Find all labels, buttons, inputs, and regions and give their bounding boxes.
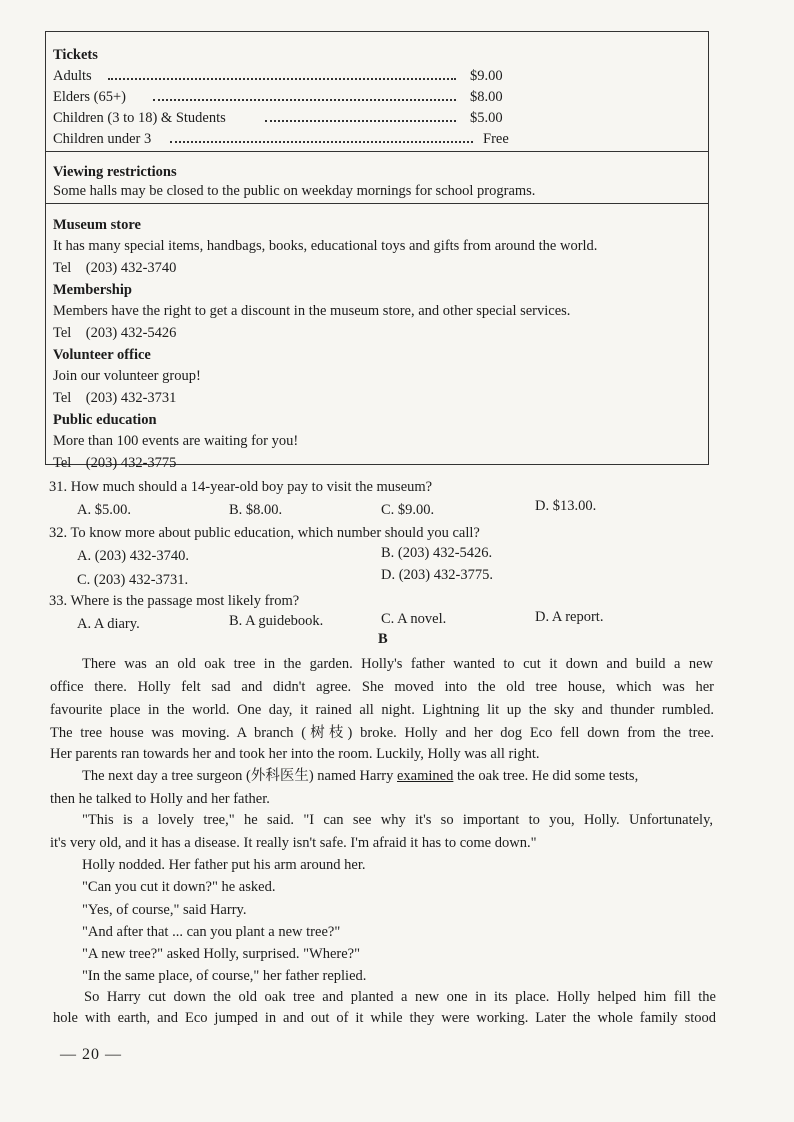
option-b[interactable]: B. $8.00. — [229, 502, 283, 518]
contact-text: Members have the right to get a discount in the museum store, and other special services. — [53, 303, 571, 319]
tickets-heading: Tickets — [53, 47, 98, 63]
contacts-section — [46, 204, 708, 471]
passage-line — [82, 767, 638, 785]
contact-tel: Tel (203) 432-3740 — [53, 260, 177, 276]
ticket-price: $5.00 — [470, 110, 503, 126]
passage-line: So Harry cut down the old oak tree and planted a new one in its place. Holly helped him fill the — [84, 989, 716, 1005]
passage-text: the oak tree. He did some tests, — [453, 768, 639, 784]
contact-text: Join our volunteer group! — [53, 368, 201, 384]
contact-text: It has many special items, handbags, books, educational toys and gifts from around the world. — [53, 238, 598, 254]
contact-heading: Membership — [53, 282, 132, 298]
contact-tel: Tel (203) 432-5426 — [53, 325, 177, 341]
contact-heading: Museum store — [53, 217, 141, 233]
passage-line: The tree house was moving. A branch (树枝) broke. Holly and her dog Eco fell down from the tree. — [50, 725, 714, 741]
ticket-label: Elders (65+) — [53, 89, 127, 105]
viewing-section — [46, 152, 708, 204]
question-31: 31. How much should a 14-year-old boy pay to visit the museum? — [49, 479, 433, 495]
passage-line: favourite place in the world. One day, it rained all night. Lightning lit up the sky and thunder rumbled. — [50, 702, 714, 718]
option-c[interactable]: C. A novel. — [381, 611, 447, 627]
passage-line: Holly nodded. Her father put his arm around her. — [82, 857, 366, 873]
viewing-heading: Viewing restrictions — [53, 164, 177, 180]
dot-leader — [265, 120, 456, 122]
ticket-label: Adults — [53, 68, 92, 84]
dot-leader — [170, 141, 473, 143]
option-b[interactable]: B. (203) 432-5426. — [381, 545, 493, 561]
option-a[interactable]: A. $5.00. — [77, 502, 131, 518]
passage-line: office there. Holly felt sad and didn't agree. She moved into the old tree house, which was her — [50, 679, 714, 695]
question-32: 32. To know more about public education, which number should you call? — [49, 525, 480, 541]
passage-line: "This is a lovely tree," he said. "I can see why it's so important to you, Holly. Unfortunately, — [82, 812, 713, 828]
dot-leader — [153, 99, 456, 101]
page-number: — 20 — — [60, 1046, 122, 1063]
viewing-text: Some halls may be closed to the public on weekday mornings for school programs. — [53, 183, 536, 199]
passage-text: The next day a tree surgeon (外科医生) named Harry — [82, 768, 397, 784]
underlined-word: examined — [397, 768, 454, 784]
option-d[interactable]: D. (203) 432-3775. — [381, 567, 493, 583]
question-33: 33. Where is the passage most likely from? — [49, 593, 300, 609]
option-c[interactable]: C. $9.00. — [381, 502, 435, 518]
contact-heading: Public education — [53, 412, 157, 428]
option-a[interactable]: A. A diary. — [77, 616, 140, 632]
ticket-row-elders — [53, 88, 513, 106]
contact-text: More than 100 events are waiting for you! — [53, 433, 299, 449]
contact-heading: Volunteer office — [53, 347, 151, 363]
ticket-label: Children (3 to 18) & Students — [53, 110, 226, 126]
passage-line: "In the same place, of course," her father replied. — [82, 968, 367, 984]
option-a[interactable]: A. (203) 432-3740. — [77, 548, 189, 564]
option-d[interactable]: D. A report. — [535, 609, 604, 625]
option-c[interactable]: C. (203) 432-3731. — [77, 572, 189, 588]
ticket-label: Children under 3 — [53, 131, 152, 147]
passage-line: "A new tree?" asked Holly, surprised. "Where?" — [82, 946, 360, 962]
option-d[interactable]: D. $13.00. — [535, 498, 597, 514]
ticket-price: $8.00 — [470, 89, 503, 105]
passage-line: "Can you cut it down?" he asked. — [82, 879, 276, 895]
ticket-price: $9.00 — [470, 68, 503, 84]
ticket-price: Free — [483, 131, 509, 147]
museum-info-box — [45, 31, 709, 471]
ticket-row-under-3 — [53, 130, 513, 148]
passage-line: hole with earth, and Eco jumped in and out of it while they were working. Later the whole family stood — [53, 1010, 716, 1026]
dot-leader — [108, 78, 456, 80]
contact-tel: Tel (203) 432-3775 — [53, 455, 177, 471]
passage-line: Her parents ran towards her and took her into the room. Luckily, Holly was all right. — [50, 746, 540, 762]
ticket-row-children-students — [53, 109, 513, 127]
passage-line: There was an old oak tree in the garden. Holly's father wanted to cut it down and build a new — [82, 656, 713, 672]
passage-line: "Yes, of course," said Harry. — [82, 902, 247, 918]
tickets-section — [46, 32, 708, 152]
passage-line: "And after that ... can you plant a new tree?" — [82, 924, 341, 940]
option-b[interactable]: B. A guidebook. — [229, 613, 324, 629]
ticket-row-adults — [53, 67, 513, 85]
contact-tel: Tel (203) 432-3731 — [53, 390, 177, 406]
section-b-heading: B — [378, 631, 388, 647]
passage-line: it's very old, and it has a disease. It really isn't safe. I'm afraid it has to come down." — [50, 835, 537, 851]
passage-line: then he talked to Holly and her father. — [50, 791, 270, 807]
